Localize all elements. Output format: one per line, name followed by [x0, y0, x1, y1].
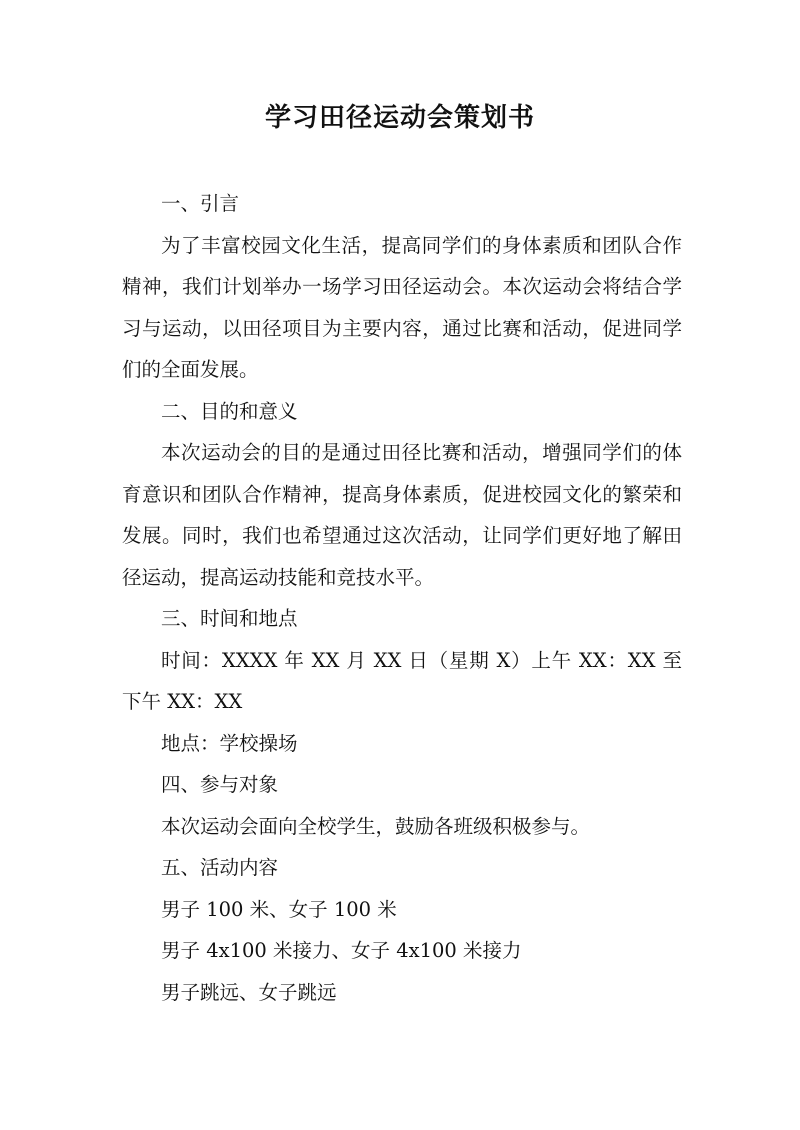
activity-item-100m: 男子 100 米、女子 100 米	[161, 897, 397, 921]
section-heading-activities: 五、活动内容	[161, 856, 279, 879]
paragraph-introduction: 为了丰富校园文化生活，提高同学们的身体素质和团队合作精神，我们计划举办一场学习田径运动会。本次运动会将结合学习与运动，以田径项目为主要内容，通过比赛和活动，促进同学们的全面发展。	[122, 233, 682, 381]
paragraph-participants: 本次运动会面向全校学生，鼓励各班级积极参与。	[161, 814, 591, 838]
section-heading-introduction: 一、引言	[161, 192, 240, 215]
section-heading-purpose: 二、目的和意义	[161, 399, 298, 423]
activity-item-relay: 男子 4x100 米接力、女子 4x100 米接力	[161, 939, 522, 962]
section-heading-time-place: 三、时间和地点	[161, 607, 298, 630]
activity-item-long-jump: 男子跳远、女子跳远	[161, 980, 337, 1004]
section-heading-participants: 四、参与对象	[161, 773, 279, 796]
paragraph-place: 地点：学校操场	[161, 731, 298, 755]
document-title: 学习田径运动会策划书	[264, 103, 535, 133]
paragraph-time: 时间：XXXX 年 XX 月 XX 日（星期 X）上午 XX：XX 至下午 XX：XX	[122, 648, 682, 713]
paragraph-purpose: 本次运动会的目的是通过田径比赛和活动，增强同学们的体育意识和团队合作精神，提高身体素质，促进校园文化的繁荣和发展。同时，我们也希望通过这次活动，让同学们更好地了解田径运动，提高运动技能和竞技水平。	[122, 441, 682, 589]
document-body	[122, 183, 682, 1013]
